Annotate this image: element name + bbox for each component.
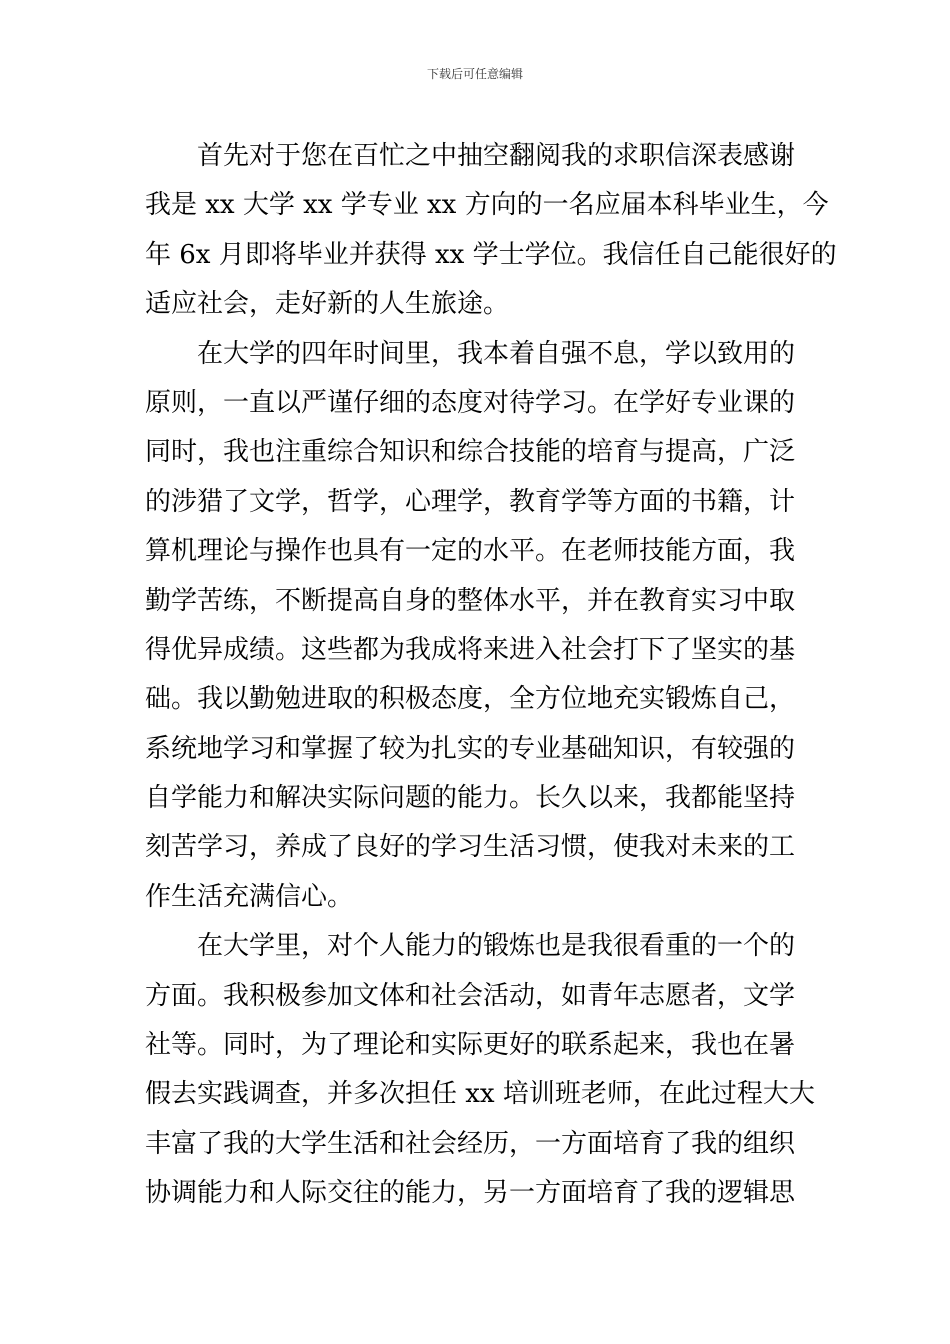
text-line: 自学能力和解决实际问题的能力。长久以来，我都能坚持 [145, 783, 796, 814]
paragraph-3 [145, 922, 815, 1218]
text-line: 在大学里，对个人能力的锻炼也是我很看重的一个的 [197, 931, 796, 962]
text-line: 算机理论与操作也具有一定的水平。在老师技能方面，我 [145, 536, 796, 567]
text-line: 假去实践调查，并多次担任 xx 培训班老师，在此过程大大 [145, 1079, 815, 1110]
text-line: 适应社会，走好新的人生旅途。 [145, 289, 510, 320]
text-line: 础。我以勤勉进取的积极态度，全方位地充实锻炼自己， [145, 684, 796, 715]
paragraph-2 [145, 330, 815, 923]
text-line: 作生活充满信心。 [145, 881, 354, 912]
text-line: 丰富了我的大学生活和社会经历，一方面培育了我的组织 [145, 1128, 796, 1159]
text-line: 首先对于您在百忙之中抽空翻阅我的求职信深表感谢 [197, 141, 796, 171]
paragraph-1 [145, 132, 837, 330]
text-line: 我是 xx 大学 xx 学专业 xx 方向的一名应届本科毕业生，今 [145, 190, 829, 221]
text-line: 方面。我积极参加文体和社会活动，如青年志愿者，文学 [145, 980, 796, 1011]
letter-body [145, 132, 837, 1219]
text-line: 原则，一直以严谨仔细的态度对待学习。在学好专业课的 [145, 387, 796, 418]
text-line: 刻苦学习，养成了良好的学习生活习惯，使我对未来的工 [145, 832, 796, 863]
text-line: 年 6x 月即将毕业并获得 xx 学士学位。我信任自己能很好的 [145, 239, 837, 270]
text-line: 社等。同时，为了理论和实际更好的联系起来，我也在暑 [145, 1030, 796, 1061]
text-line: 同时，我也注重综合知识和综合技能的培育与提高，广泛 [145, 437, 796, 468]
text-line: 得优异成绩。这些都为我成将来进入社会打下了坚实的基 [145, 634, 796, 665]
text-line: 在大学的四年时间里，我本着自强不息，学以致用的 [197, 338, 796, 369]
text-line: 勤学苦练，不断提高自身的整体水平，并在教育实习中取 [145, 585, 796, 616]
text-line: 系统地学习和掌握了较为扎实的专业基础知识，有较强的 [145, 733, 796, 764]
text-line: 协调能力和人际交往的能力，另一方面培育了我的逻辑思 [145, 1178, 796, 1209]
text-line: 的涉猎了文学，哲学，心理学，教育学等方面的书籍，计 [145, 486, 796, 517]
page-header: 下载后可任意编辑 [426, 67, 523, 81]
